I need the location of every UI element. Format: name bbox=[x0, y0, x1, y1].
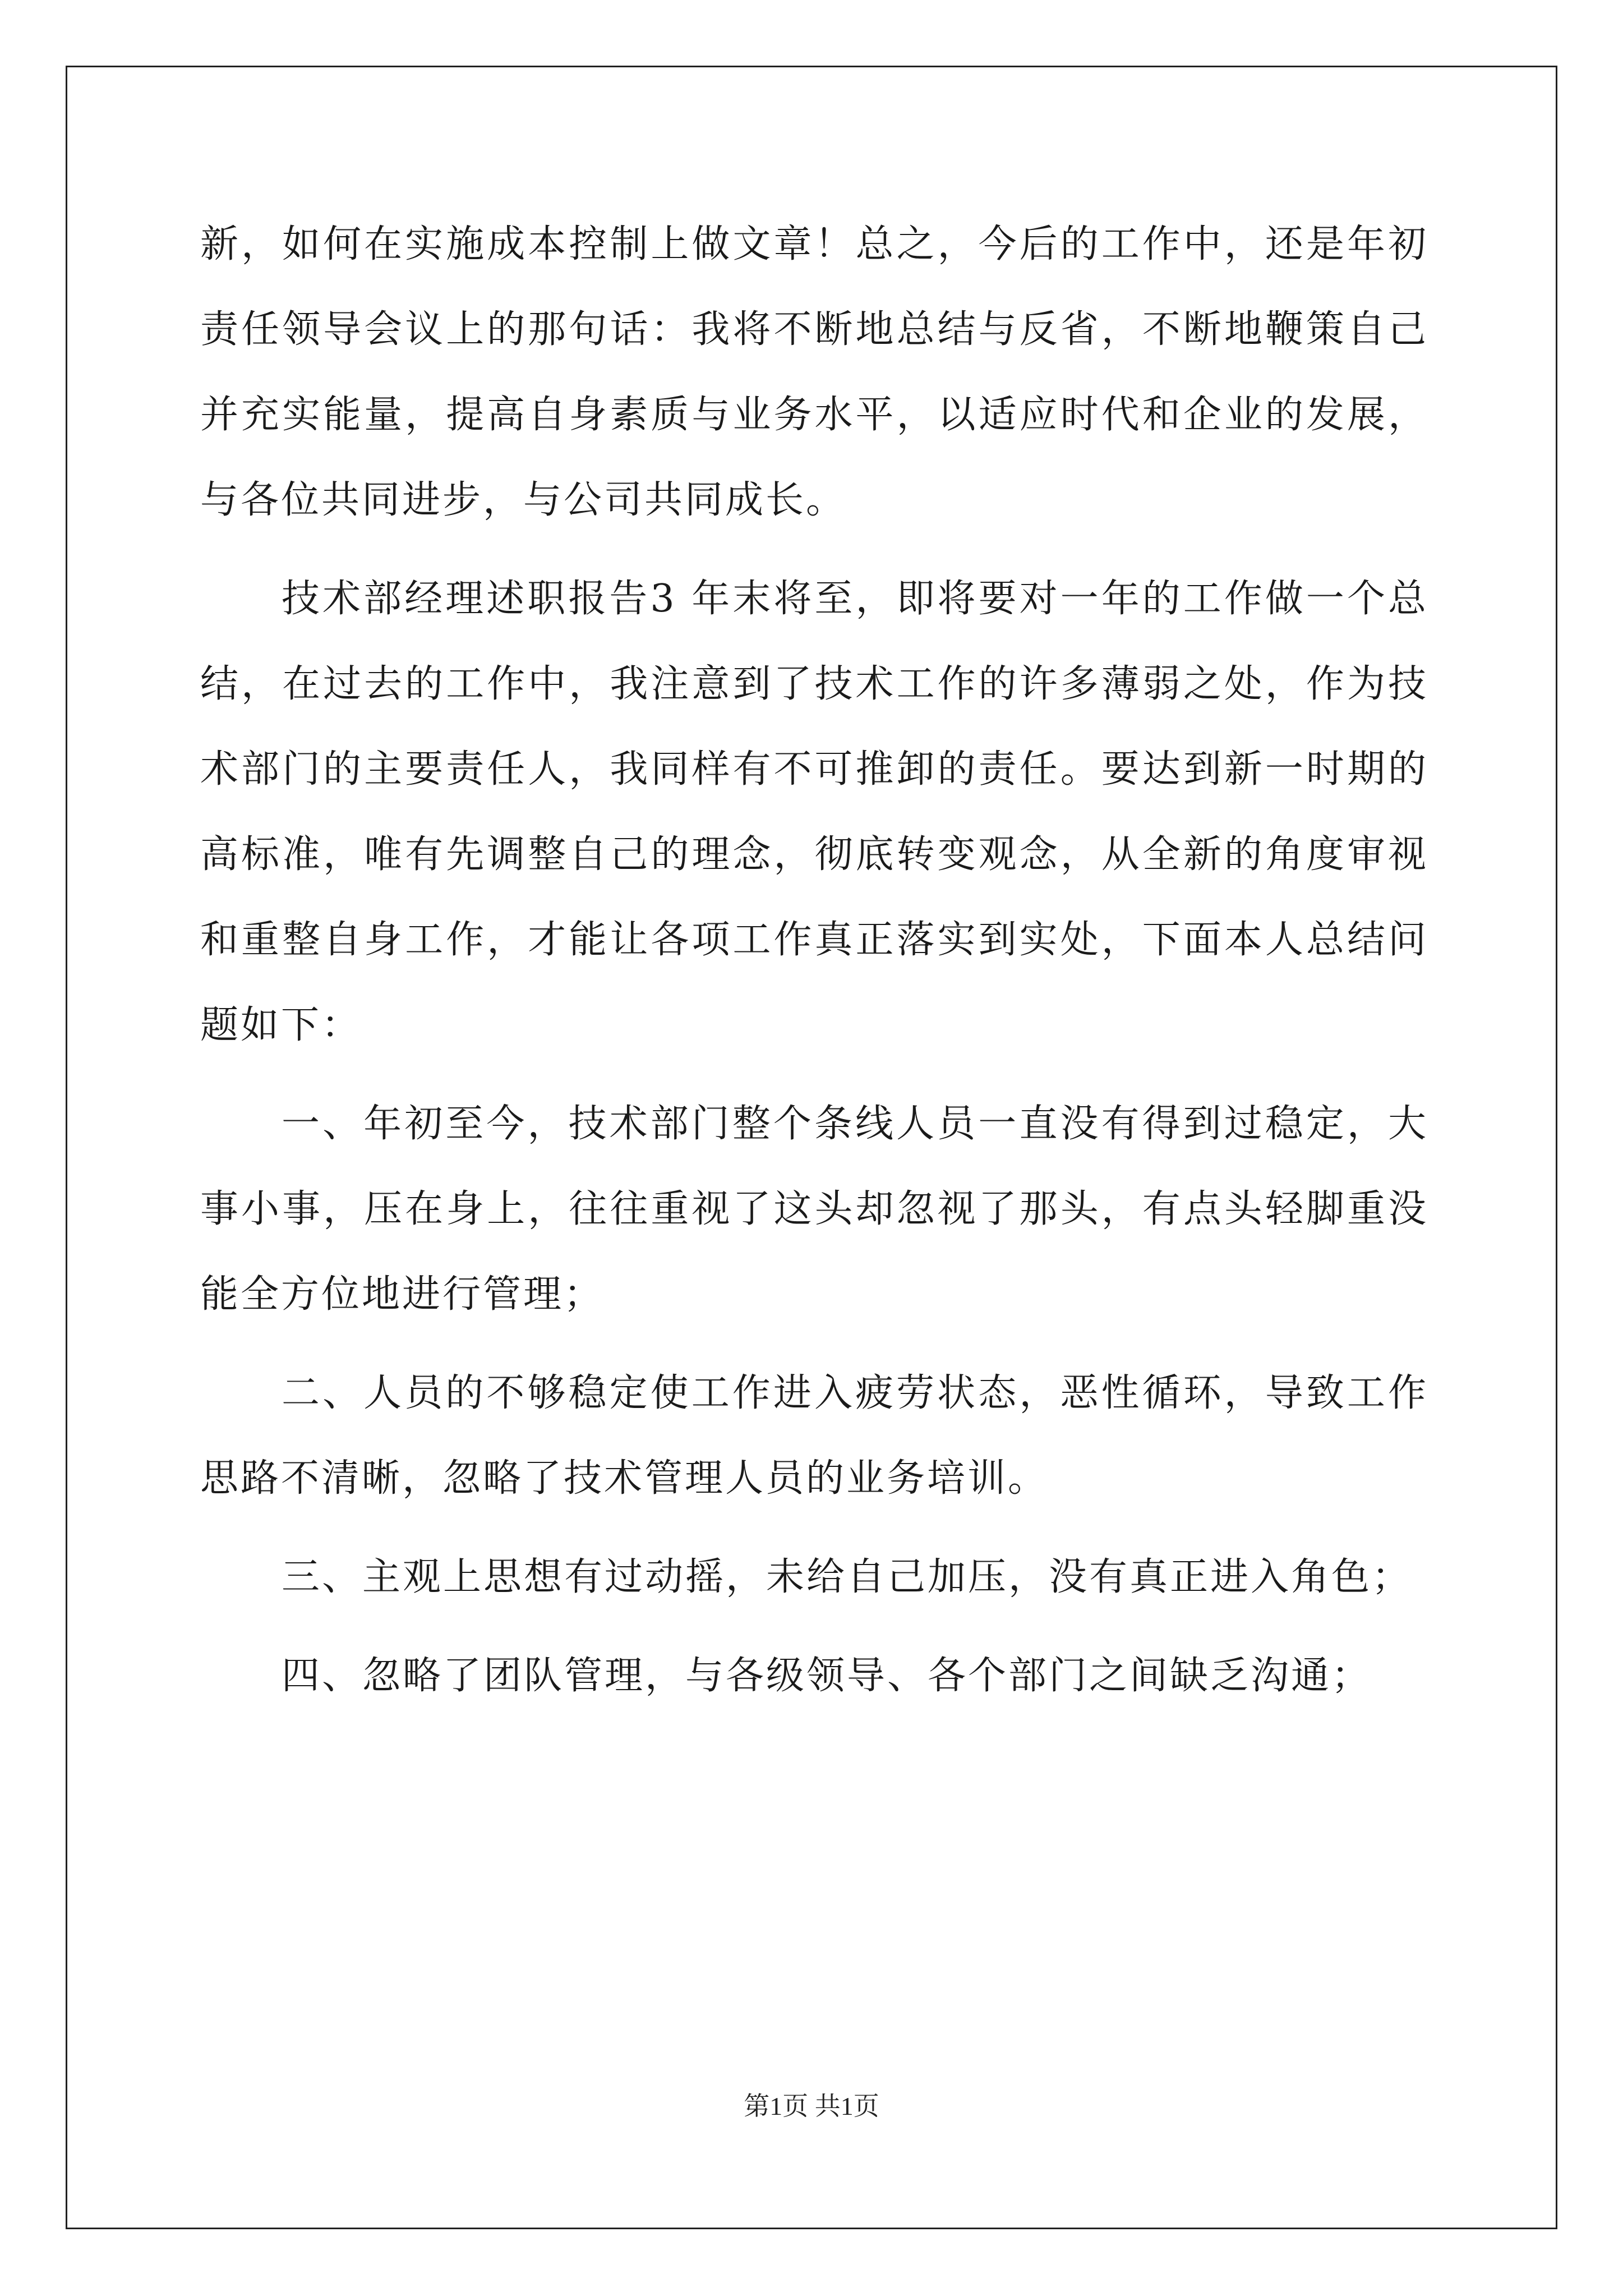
paragraph-1: 新，如何在实施成本控制上做文章！总之，今后的工作中，还是年初责任领导会议上的那句话：我将不断地总结与反省，不断地鞭策自己并充实能量，提高自身素质与业务水平，以适应时代和企业的发展，与各位共同进步，与公司共同成长。 bbox=[200, 222, 1428, 522]
paragraph-3: 一、年初至今，技术部门整个条线人员一直没有得到过稳定，大事小事，压在身上，往往重视了这头却忽视了那头，有点头轻脚重没能全方位地进行管理； bbox=[200, 1102, 1428, 1317]
page-footer: 第1页 共1页 bbox=[744, 2092, 879, 2120]
paragraph-4: 二、人员的不够稳定使工作进入疲劳状态，恶性循环，导致工作思路不清晰，忽略了技术管理人员的业务培训。 bbox=[200, 1371, 1428, 1501]
paragraph-2: 技术部经理述职报告3 年末将至，即将要对一年的工作做一个总结，在过去的工作中，我注意到了技术工作的许多薄弱之处，作为技术部门的主要责任人，我同样有不可推卸的责任。要达到新一时期的高标准，唯有先调整自己的理念，彻底转变观念，从全新的角度审视和重整自身工作，才能让各项工作真正落实到实处，下面本人总结问题如下： bbox=[200, 577, 1428, 1047]
paragraph-5: 三、主观上思想有过动摇，未给自己加压，没有真正进入角色； bbox=[282, 1555, 1413, 1599]
document-body bbox=[200, 202, 1428, 1719]
paragraph-6: 四、忽略了团队管理，与各级领导、各个部门之间缺乏沟通； bbox=[282, 1654, 1372, 1698]
